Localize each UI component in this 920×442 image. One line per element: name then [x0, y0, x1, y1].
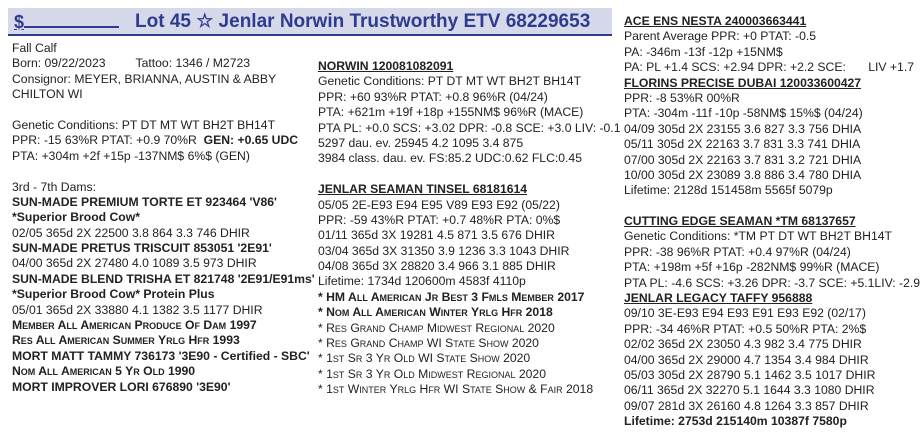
granddam-ppr: PPR: -8 53%R 00%R [624, 90, 740, 105]
sire-genetic-conditions: Genetic Conditions: PT DT MT WT BH2T BH14T [318, 74, 582, 89]
lot-ppr-line [12, 133, 307, 148]
sire-daughters: 5297 dau. ev. 25945 4.2 1095 3.4 875 [318, 135, 524, 150]
granddam-lifetime: Lifetime: 2128d 151458m 5565f 5079p [624, 183, 833, 198]
dam-lifetime: Lifetime: 1734d 120600m 4583f 4110p [318, 274, 526, 289]
ggdam-record-1: 02/02 365d 2X 23050 4.3 982 3.4 775 DHIR [624, 337, 862, 352]
ggdam-record-5: 09/07 281d 3X 26160 4.8 1264 3.3 857 DHIR [624, 398, 869, 413]
dam-7-name: MORT IMPROVER LORI 676890 '3E90' [12, 379, 231, 394]
born-date: Born: 09/22/2023 [12, 56, 106, 71]
mggs-ppr: PPR: -38 96%R PTAT: +0.4 97%R (04/24) [624, 244, 851, 259]
mgs-pa-pl-line [624, 60, 914, 75]
price-blank [24, 10, 119, 28]
maternal-pedigree-column [624, 14, 920, 430]
dam-award-3: * Res Grand Champ Midwest Regional 2020 [318, 320, 555, 335]
dam-record-2: 03/04 365d 3X 31350 3.9 1236 3.3 1043 DHIR [318, 243, 570, 258]
dam-3-record: 02/05 365d 2X 22500 3.8 864 3.3 746 DHIR [12, 225, 250, 240]
dam-award-1: * HM All American Jr Best 3 Fmls Member 2017 [318, 289, 585, 304]
mgs-liv: LIV +1.7 [868, 60, 914, 75]
dam-5-award: *Superior Brood Cow* Protein Plus [12, 287, 215, 302]
granddam-record-3: 07/00 305d 2X 22163 3.7 831 3.2 721 DHIA [624, 152, 862, 167]
ggdam-classification: 09/10 3E-E93 E94 E93 E91 E93 E92 (02/17) [624, 306, 866, 321]
dam-3-award: *Superior Brood Cow* [12, 210, 140, 225]
mgs-heading: ACE ENS NESTA 240003663441 [624, 14, 807, 28]
dam-award-7: * 1st Winter Yrlg Hfr WI State Show & Fair 2018 [318, 382, 594, 397]
dam-5-name: SUN-MADE BLEND TRISHA ET 821748 '2E91/E91ms' [12, 271, 315, 286]
dam-6-honor: Nom All American 5 Yr Old 1990 [12, 364, 196, 379]
mggs-pta-pl: PTA PL: -4.6 SCS: +3.26 DPR: -3.7 SCE: +5.1 [624, 275, 875, 290]
granddam-record-2: 05/11 305d 2X 22163 3.7 831 3.3 741 DHIA [624, 137, 861, 152]
tattoo: Tattoo: 1346 / M2723 [135, 56, 251, 71]
price-symbol: $ [14, 11, 25, 32]
mgs-pa: PA: -346m -13f -12p +15NM$ [624, 44, 783, 59]
consignor-line-1: Consignor: MEYER, BRIANNA, AUSTIN & ABBY [12, 71, 277, 86]
ggdam-record-2: 04/00 365d 2X 29000 4.7 1354 3.4 984 DHIR [624, 352, 869, 367]
lot-gen-udc: GEN: +0.65 UDC [203, 133, 299, 148]
dam-classification: 05/05 2E-E93 E94 E95 V89 E93 E92 (05/22) [318, 197, 560, 212]
ggdam-record-3: 05/03 305d 2X 28790 5.1 1462 3.5 1017 DHIR [624, 367, 876, 382]
dam-record-1: 01/11 365d 3X 19281 4.5 871 3.5 676 DHIR [318, 228, 555, 243]
granddam-record-4: 10/00 305d 2X 23089 3.8 886 3.4 780 DHIA [624, 167, 862, 182]
mggs-liv: LIV: -2.9 [874, 275, 920, 290]
dam-5-honor-1: Member All American Produce Of Dam 1997 [12, 318, 257, 333]
dam-5-honor-2: Res All American Summer Yrlg Hfr 1993 [12, 333, 240, 348]
price-field [14, 10, 119, 33]
lot-title: Lot 45 ☆ Jenlar Norwin Trustworthy ETV 68229653 [135, 10, 591, 32]
ggdam-heading: JENLAR LEGACY TAFFY 956888 [624, 291, 813, 306]
sire-pta: PTA: +621m +19f +18p +155NM$ 96%R (MACE) [318, 105, 584, 120]
dam-4-name: SUN-MADE PRETUS TRISCUIT 853051 '2E91' [12, 241, 272, 256]
granddam-record-1: 04/09 305d 2X 23155 3.6 827 3.3 756 DHIA [624, 121, 862, 136]
dams-heading: 3rd - 7th Dams: [12, 179, 96, 194]
dam-6-name: MORT MATT TAMMY 736173 '3E90 - Certified - SBC' [12, 348, 310, 363]
ggdam-record-4: 06/11 365d 2X 32270 5.1 1644 3.3 1080 DHIR [624, 383, 875, 398]
dam-award-2: * Nom All American Winter Yrlg Hfr 2018 [318, 305, 553, 320]
sire-class-daughters: 3984 class. dau. ev. FS:85.2 UDC:0.62 FLC:0.45 [318, 151, 582, 166]
ggdam-lifetime: Lifetime: 2753d 215140m 10387f 7580p [624, 414, 847, 429]
dam-record-3: 04/08 365d 3X 28820 3.4 966 3.1 885 DHIR [318, 259, 556, 274]
dam-award-5: * 1st Sr 3 Yr Old WI State Show 2020 [318, 351, 531, 366]
dam-award-6: * 1st Sr 3 Yr Old Midwest Regional 2020 [318, 366, 546, 381]
dam-heading: JENLAR SEAMAN TINSEL 68181614 [318, 182, 528, 197]
mggs-heading: CUTTING EDGE SEAMAN *TM 68137657 [624, 214, 856, 229]
granddam-heading: FLORINS PRECISE DUBAI 120033600427 [624, 75, 862, 90]
mggs-pta: PTA: +198m +5f +16p -282NM$ 99%R (MACE) [624, 260, 880, 275]
lot-info-column [12, 41, 315, 395]
lot-title-bar [8, 8, 612, 36]
dam-5-record: 05/01 365d 2X 33880 4.1 1382 3.5 1177 DHIR [12, 302, 263, 317]
dam-ppr: PPR: -59 43%R PTAT: +0.7 48%R PTA: 0%$ [318, 212, 561, 227]
ggdam-ppr: PPR: -34 46%R PTAT: +0.5 50%R PTA: 2%$ [624, 321, 867, 336]
sire-heading: NORWIN 120081082091 [318, 59, 454, 73]
mggs-pta-pl-line [624, 275, 920, 291]
sire-ppr: PPR: +60 93%R PTAT: +0.8 96%R (04/24) [318, 89, 548, 104]
dam-4-record: 04/00 365d 2X 27480 4.0 1089 3.5 973 DHIR [12, 256, 257, 271]
lot-ppr: PPR: -15 63%R PTAT: +0.9 70%R [12, 133, 197, 148]
mgs-parent-average: Parent Average PPR: +0 PTAT: -0.5 [624, 29, 817, 44]
lot-class: Fall Calf [12, 41, 57, 55]
granddam-pta: PTA: -304m -11f -10p -58NM$ 15%$ (04/24) [624, 106, 863, 121]
lot-pta: PTA: +304m +2f +15p -137NM$ 6%$ (GEN) [12, 148, 250, 163]
consignor-line-2: CHILTON WI [12, 87, 83, 102]
dam-3-name: SUN-MADE PREMIUM TORTE ET 923464 'V86' [12, 194, 277, 209]
born-tattoo-line [12, 56, 307, 71]
lot-genetic-conditions: Genetic Conditions: PT DT MT WT BH2T BH14T [12, 117, 276, 132]
sire-dam-column [318, 59, 621, 398]
sire-pta-pl: PTA PL: +0.0 SCS: +3.02 DPR: -0.8 SCE: +3.0 LIV: -0.1 [318, 120, 621, 135]
dam-award-4: * Res Grand Champ WI State Show 2020 [318, 336, 539, 351]
mgs-pa-pl: PA: PL +1.4 SCS: +2.94 DPR: +2.2 SCE: [624, 60, 846, 75]
mggs-genetic-conditions: Genetic Conditions: *TM PT DT WT BH2T BH14T [624, 229, 892, 244]
